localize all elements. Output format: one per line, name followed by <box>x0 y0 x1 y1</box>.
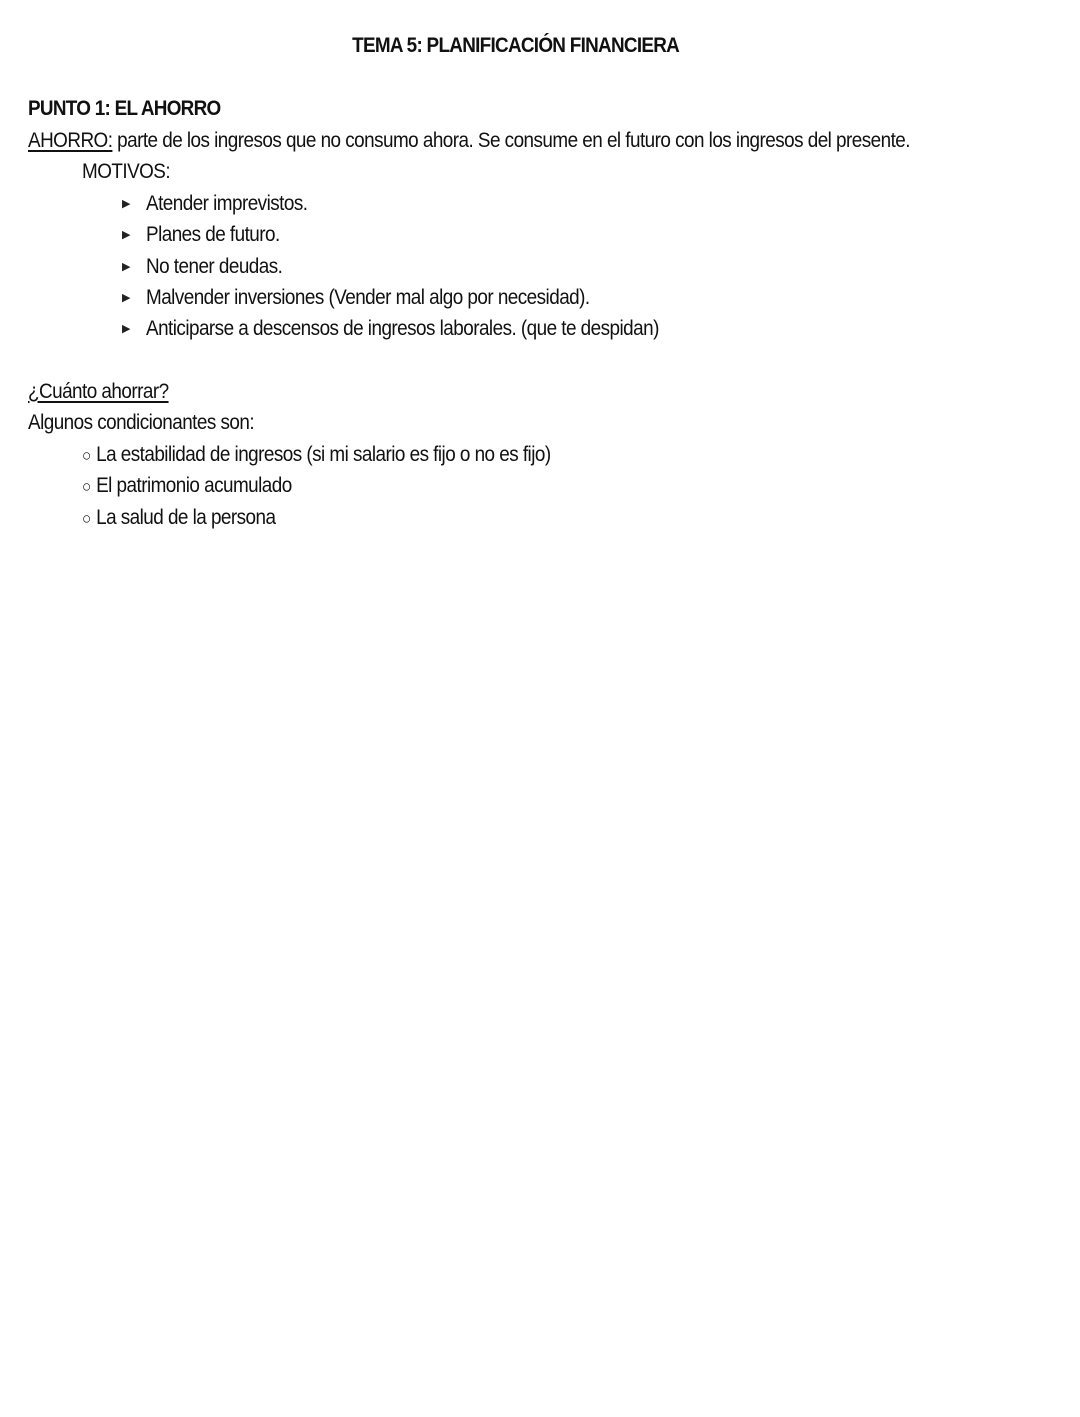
circle-bullet-icon: ○ <box>82 446 91 465</box>
conditions-intro: Algunos condicionantes son: <box>28 411 255 434</box>
list-item: No tener deudas. <box>146 255 283 278</box>
question-heading: ¿Cuánto ahorrar? <box>28 380 169 403</box>
triangle-bullet-icon: ▶ <box>122 323 131 335</box>
definition-term: AHORRO: <box>28 129 113 152</box>
list-item: ○ El patrimonio acumulado <box>82 473 292 500</box>
section-heading: PUNTO 1: EL AHORRO <box>28 97 221 120</box>
list-item: ○ La salud de la persona <box>82 505 275 532</box>
list-item: Atender imprevistos. <box>146 192 308 215</box>
definition-text: parte de los ingresos que no consumo ahora. Se consume en el futuro con los ingresos del presente. <box>112 129 910 152</box>
list-item: ○ La estabilidad de ingresos (si mi salario es fijo o no es fijo) <box>82 442 551 469</box>
circle-bullet-icon: ○ <box>82 509 91 528</box>
triangle-bullet-icon: ▶ <box>122 292 131 304</box>
triangle-bullet-icon: ▶ <box>122 198 131 210</box>
triangle-bullet-icon: ▶ <box>122 261 131 273</box>
list-item: Malvender inversiones (Vender mal algo por necesidad). <box>146 286 590 309</box>
definition-paragraph <box>28 128 910 154</box>
motivos-label: MOTIVOS: <box>82 160 171 183</box>
page-title: TEMA 5: PLANIFICACIÓN FINANCIERA <box>352 34 680 57</box>
list-item: Planes de futuro. <box>146 223 280 246</box>
triangle-bullet-icon: ▶ <box>122 229 131 241</box>
circle-bullet-icon: ○ <box>82 477 91 496</box>
list-item: Anticiparse a descensos de ingresos laborales. (que te despidan) <box>146 317 659 340</box>
